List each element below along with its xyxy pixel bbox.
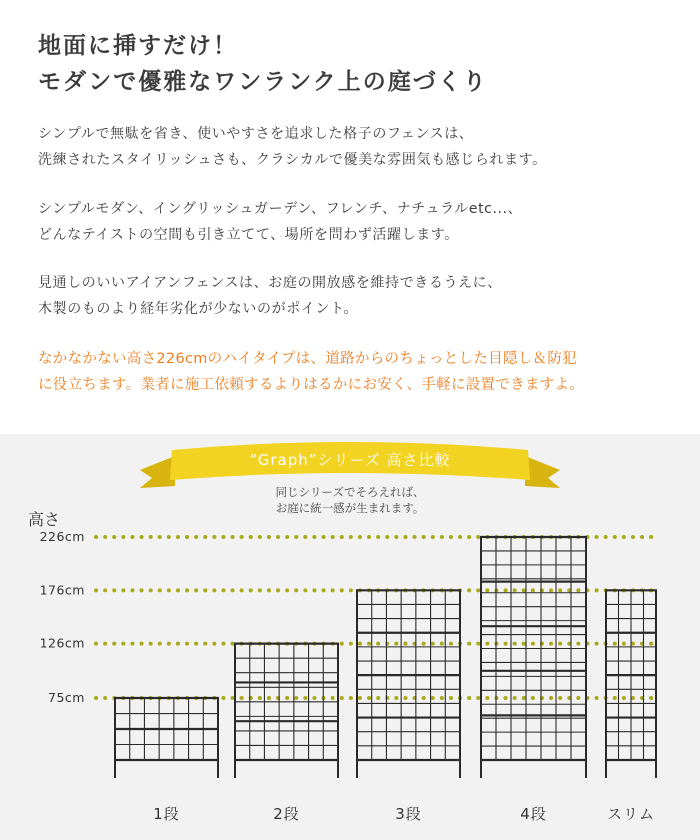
ribbon-right-tail	[525, 456, 560, 488]
tick-label: 126cm	[39, 635, 85, 651]
paragraph-2	[38, 196, 678, 248]
fence-1	[114, 698, 219, 778]
category-label-4: 4段	[520, 805, 547, 823]
category-label-2: 2段	[273, 805, 300, 823]
paragraph-line: なかなかない高さ226cmのハイタイプは、道路からのちょっとした目隠し＆防犯	[38, 351, 577, 367]
fences-layer	[114, 537, 657, 778]
paragraph-3	[38, 270, 678, 322]
subtitle-line-2: お庭に統一感が生まれます。	[275, 501, 425, 515]
heading-line-2: モダンで優雅なワンランク上の庭づくり	[38, 69, 488, 95]
paragraph-line: どんなテイストの空間も引き立てて、場所を問わず活躍します。	[38, 227, 459, 243]
paragraph-line: 見通しのいいアイアンフェンスは、お庭の開放感を維持できるうえに、	[38, 275, 502, 291]
tick-label: 75cm	[48, 690, 85, 706]
ribbon-banner	[140, 442, 560, 488]
height-comparison-chart	[0, 434, 700, 840]
ticks-layer	[40, 529, 660, 705]
tick-label: 176cm	[39, 582, 85, 598]
paragraph-line: に役立ちます。業者に施工依頼するよりはるかにお安く、手軽に設置できますよ。	[38, 377, 585, 393]
category-label-5: スリム	[606, 805, 656, 823]
paragraph-1	[38, 121, 678, 173]
ribbon-title: “Graph”シリーズ 高さ比較	[249, 451, 451, 469]
fence-5	[605, 590, 657, 778]
paragraph-line: 洗練されたスタイリッシュさも、クラシカルで優美な雰囲気も感じられます。	[38, 152, 547, 168]
subtitle-line-1: 同じシリーズでそろえれば、	[275, 485, 425, 499]
fence-2	[234, 644, 339, 778]
heading	[38, 28, 488, 100]
category-label-3: 3段	[395, 805, 422, 823]
paragraph-line: 木製のものより経年劣化が少ないのがポイント。	[38, 301, 358, 317]
comparison-svg	[0, 434, 700, 840]
fence-4	[480, 537, 587, 778]
category-label-1: 1段	[153, 805, 180, 823]
tick-label: 226cm	[39, 529, 85, 544]
y-axis-label: 高さ	[28, 510, 61, 529]
paragraph-line: シンプルモダン、イングリッシュガーデン、フレンチ、ナチュラルetc...、	[38, 201, 523, 217]
heading-line-1: 地面に挿すだけ！	[38, 33, 238, 59]
fence-3	[356, 590, 461, 778]
paragraph-highlight	[38, 346, 678, 398]
paragraph-line: シンプルで無駄を省き、使いやすさを追求した格子のフェンスは、	[38, 126, 474, 142]
category-labels-layer	[153, 805, 655, 823]
ribbon-left-tail	[140, 456, 175, 488]
